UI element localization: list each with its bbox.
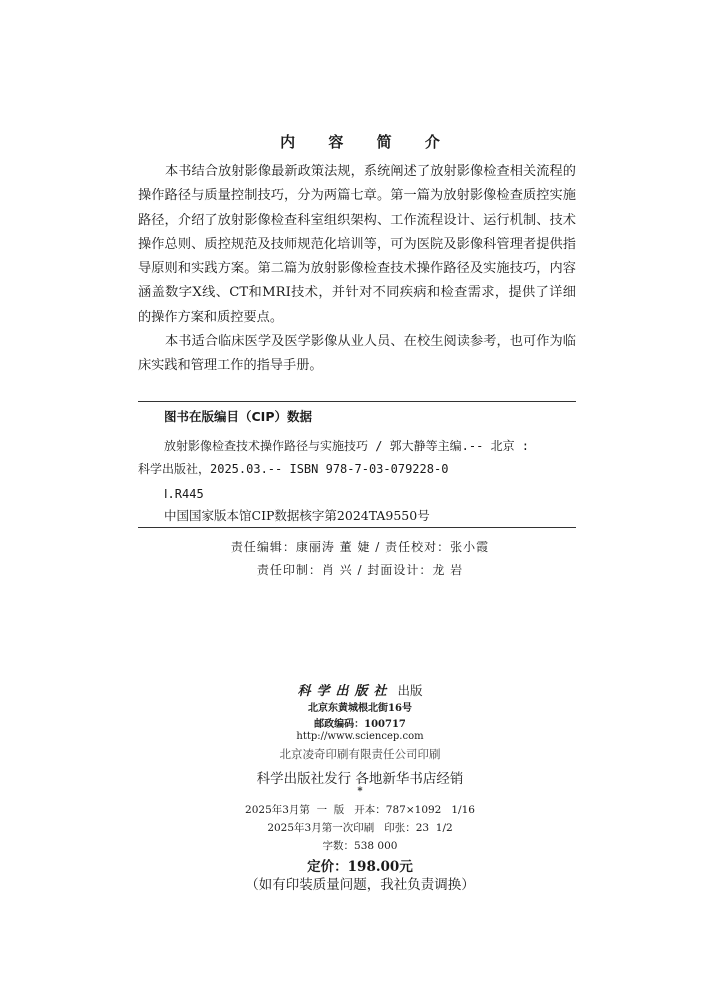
publisher-address: 北京东黄城根北街16号 bbox=[308, 703, 412, 714]
separator-star: * bbox=[357, 786, 363, 797]
summary-paragraph-1: 本书结合放射影像最新政策法规，系统阐述了放射影像检查相关流程的操作路径与质量控制技巧，分为两篇七章。第一篇为放射影像检查质控实施路径，介绍了放射影像检查科室组织架构、工作流程设计、运行机制、技术操作总则、质控规范及技师规范化培训等，可为医院及影像科管理者提供指导原则和实践方案。第二篇为放射影像检查技术操作路径及实施技巧，内容涵盖数字X线、CT和MRI技术，并针对不同疾病和检查需求，提供了详细的操作方案和质控要点。 bbox=[138, 164, 576, 325]
printer-name: 北京凌奇印刷有限责任公司印刷 bbox=[279, 747, 441, 761]
edition-info: 2025年3月第 一 版 开本：787×1092 1/16 bbox=[245, 804, 475, 816]
editor-credits: 责任编辑：康丽涛 董 婕 / 责任校对：张小霞 bbox=[230, 540, 490, 554]
publisher-line bbox=[0, 680, 720, 699]
cip-line-classification: Ⅰ.R445 bbox=[164, 487, 204, 501]
publisher-suffix: 出版 bbox=[397, 683, 423, 698]
cip-line-record-number: 中国国家版本馆CIP数据核字第2024TA9550号 bbox=[164, 508, 430, 523]
publisher-logo-name: 科学出版社 bbox=[297, 684, 393, 699]
page-title: 内 容 简 介 bbox=[280, 133, 454, 151]
publisher-url: http://www.sciencep.com bbox=[296, 731, 424, 742]
printing-info: 2025年3月第一次印刷 印张：23 1/2 bbox=[267, 822, 453, 834]
cip-top-rule bbox=[138, 401, 576, 402]
quality-notice: （如有印装质量问题，我社负责调换） bbox=[245, 877, 475, 893]
cip-heading: 图书在版编目（CIP）数据 bbox=[164, 409, 312, 424]
distribution-info: 科学出版社发行 各地新华书店经销 bbox=[256, 771, 464, 787]
cip-line-title: 放射影像检查技术操作路径与实施技巧 / 郭大静等主编.-- 北京 : bbox=[164, 439, 530, 453]
cip-bottom-rule bbox=[138, 527, 576, 528]
word-count: 字数：538 000 bbox=[322, 840, 398, 852]
summary-paragraph-2: 本书适合临床医学及医学影像从业人员、在校生阅读参考，也可作为临床实践和管理工作的指导手册。 bbox=[138, 334, 576, 374]
cip-line-isbn: 科学出版社，2025.03.-- ISBN 978-7-03-079228-0 bbox=[138, 462, 449, 476]
print-design-credits: 责任印制：肖 兴 / 封面设计：龙 岩 bbox=[256, 563, 464, 577]
summary-text bbox=[138, 160, 576, 379]
publisher-postcode: 邮政编码：100717 bbox=[314, 719, 406, 730]
price: 定价：198.00元 bbox=[307, 859, 413, 875]
